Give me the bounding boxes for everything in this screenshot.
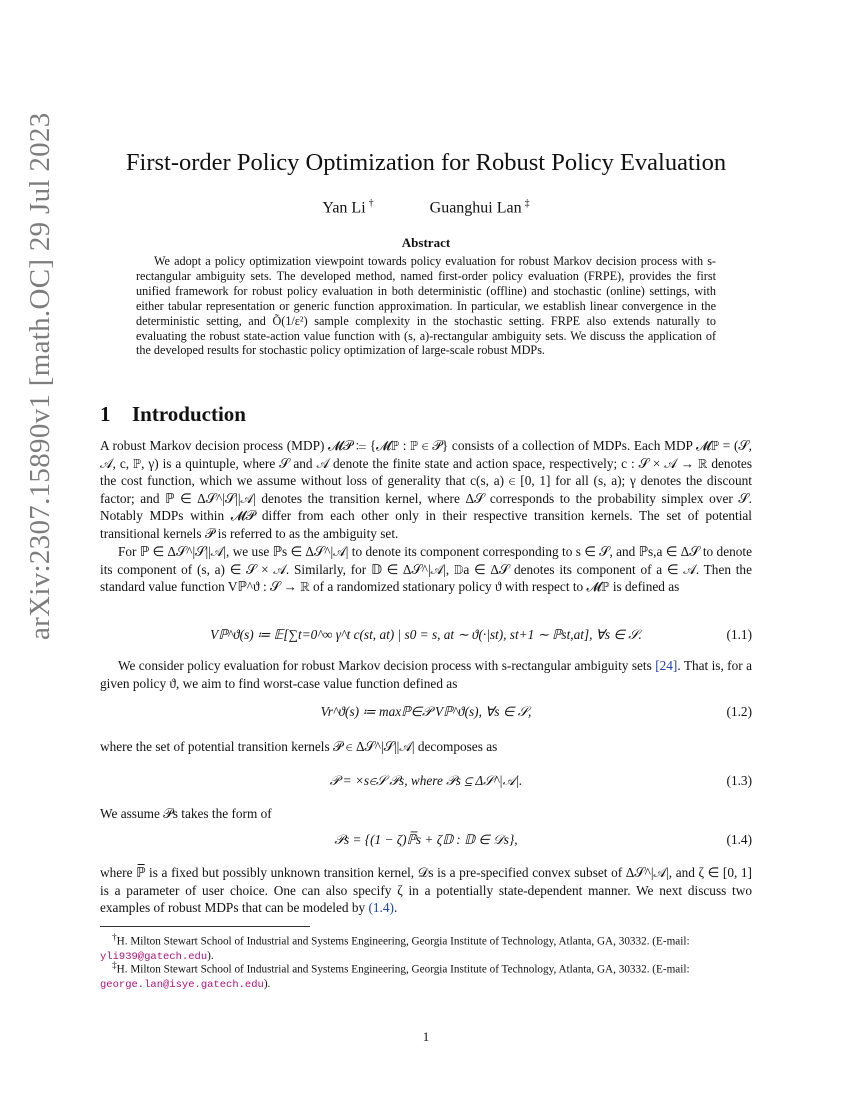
email-link[interactable]: yli939@gatech.edu (100, 950, 208, 963)
email-link[interactable]: george.lan@isye.gatech.edu (100, 978, 264, 991)
paragraph (100, 657, 752, 692)
author-footnote-mark[interactable]: ‡ (524, 198, 530, 209)
arxiv-identifier: arXiv:2307.15890v1 [math.OC] 29 Jul 2023 (24, 112, 56, 640)
equation (100, 773, 752, 793)
equation (100, 704, 752, 724)
footnote-text: ). (207, 949, 214, 962)
paragraph-text: where ℙ̅ is a fixed but possibly unknown transition kernel, 𝒟s is a pre-specified convex subset of Δ𝒮^|𝒜|, and ζ ∈ [0, 1] is a parameter of user choice. One can also specify ζ in a potentially state-dependent manner. We next discuss two examples of robust MDPs that can be modeled by (100, 865, 752, 916)
equation-number: (1.2) (726, 704, 752, 719)
author (430, 198, 530, 217)
equation-number: (1.3) (726, 773, 752, 788)
equation-body: Vr^ϑ(s) ≔ maxℙ∈𝒫 Vℙ^ϑ(s), ∀s ∈ 𝒮, (320, 704, 532, 719)
citation-link[interactable]: [24] (655, 658, 678, 673)
paragraph: For ℙ ∈ Δ𝒮^|𝒮||𝒜|, we use ℙs ∈ Δ𝒮^|𝒜| to denote its component corresponding to s ∈ 𝒮, and ℙs,a ∈ Δ𝒮 to denote its component of (s, a) ∈ 𝒮 × 𝒜. Similarly, for 𝔻 ∈ Δ𝒮^|𝒜|, 𝔻a ∈ Δ𝒮 denotes its component of a ∈ 𝒜. Then the standard value function Vℙ^ϑ : 𝒮 → ℝ of a randomized stationary policy ϑ with respect to 𝓜ℙ is defined as (100, 544, 752, 595)
equation-body: 𝒫 = ×s∈𝒮 𝒫s, where 𝒫s ⊆ Δ𝒮^|𝒜|. (329, 773, 523, 788)
author-list (100, 198, 752, 217)
paragraph-text: . (393, 900, 398, 916)
equation-body: Vℙ^ϑ(s) ≔ 𝔼[∑t=0^∞ γ^t c(st, at) | s0 = s, at ∼ ϑ(·|st), st+1 ∼ ℙst,at], ∀s ∈ 𝒮. (210, 627, 642, 642)
abstract-text: We adopt a policy optimization viewpoint towards policy evaluation for robust Markov decision process with s-rectangular ambiguity sets. The developed method, named first-order policy evaluation (FRPE), provides the first unified framework for robust policy evaluation in both deterministic (offline) and stochastic (online) settings, with either tabular representation or generic function approximation. In particular, we establish linear convergence in the deterministic setting, and Õ(1/ε²) sample complexity in the stochastic setting. FRPE also extends naturally to evaluating the robust state-action value function with (s, a)-rectangular ambiguity sets. We discuss the application of the developed results for stochastic policy optimization of large-scale robust MDPs. (136, 254, 716, 358)
page-number: 1 (422, 1029, 430, 1044)
author-name: Guanghui Lan (429, 199, 522, 217)
paragraph: We assume 𝒫s takes the form of (100, 806, 272, 821)
footnote (100, 959, 752, 992)
footnote-mark: ‡ (112, 961, 117, 971)
paragraph (100, 864, 752, 917)
equation (100, 627, 752, 647)
equation-body: 𝒫s = {(1 − ζ)ℙ̅s + ζ𝔻 : 𝔻 ∈ 𝒟s}, (334, 832, 518, 847)
equation-reference-link[interactable]: (1.4) (368, 900, 394, 916)
section-number: 1 (100, 402, 111, 426)
author (322, 198, 373, 217)
author-name: Yan Li (322, 199, 366, 217)
equation-number: (1.1) (726, 627, 752, 642)
paragraph-text: We consider policy evaluation for robust Markov decision process with s-rectangular ambiguity sets (118, 658, 656, 673)
equation-number: (1.4) (726, 832, 752, 847)
equation (100, 832, 752, 852)
section-heading (100, 402, 246, 427)
section-title: Introduction (132, 402, 246, 426)
footnote-divider (100, 926, 310, 927)
footnote-text: ). (263, 977, 271, 990)
paragraph-text: . That is, for a given policy ϑ, we aim to find worst-case value function defined as (100, 658, 752, 691)
paper-title: First-order Policy Optimization for Robust Policy Evaluation (125, 149, 727, 176)
paragraph: where the set of potential transition kernels 𝒫 ∈ Δ𝒮^|𝒮||𝒜| decomposes as (100, 739, 498, 754)
author-footnote-mark[interactable]: † (368, 198, 374, 209)
footnote-text: H. Milton Stewart School of Industrial and Systems Engineering, Georgia Institute of Technology, Atlanta, GA, 30332. (E-mail: (116, 935, 690, 948)
footnote-mark: † (112, 933, 117, 943)
paragraph: A robust Markov decision process (MDP) 𝓜𝒫 ≔ {𝓜ℙ : ℙ ∈ 𝒫} consists of a collection of MDPs. Each MDP 𝓜ℙ = (𝒮, 𝒜, c, ℙ, γ) is a quintuple, where 𝒮 and 𝒜 denote the finite state and action space, respectively; c : 𝒮 × 𝒜 → ℝ denotes the cost function, which we assume without loss of generality that c(s, a) ∈ [0, 1] for all (s, a); γ denotes the discount factor; and ℙ ∈ Δ𝒮^|𝒮||𝒜| denotes the transition kernel, where Δ𝒮 corresponds to the probability simplex over 𝒮. Notably MDPs within 𝓜𝒫 differ from each other only in their respective transition kernels. The set of potential transitional kernels 𝒫 is referred to as the ambiguity set. (100, 438, 752, 541)
abstract-heading: Abstract (401, 235, 451, 250)
footnote-text: H. Milton Stewart School of Industrial and Systems Engineering, Georgia Institute of Technology, Atlanta, GA, 30332. (E-mail: (116, 963, 690, 976)
